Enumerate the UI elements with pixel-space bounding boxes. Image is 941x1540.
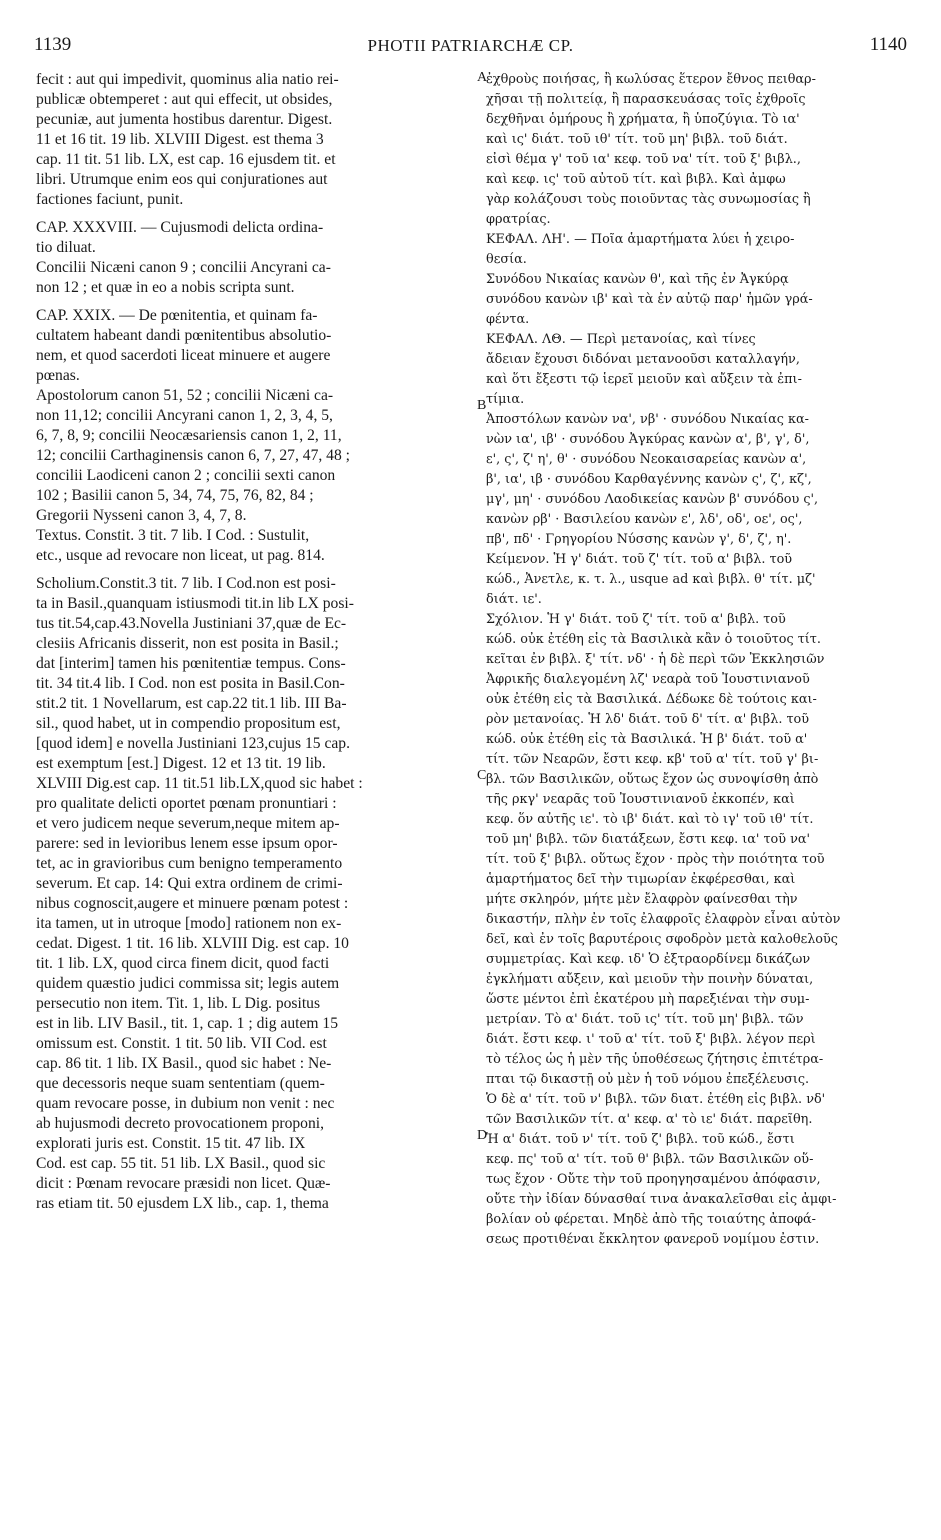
- latin-text-line: libri. Utrumque enim eos qui conjurationes aut: [36, 171, 328, 188]
- latin-text-line: cultatem habeant dandi pœnitentibus absolutio-: [36, 327, 332, 344]
- latin-text-line: [quod idem] e novella Justiniani 123,cujus 15 cap.: [36, 735, 350, 752]
- latin-text-line: severum. Et cap. 14: Qui extra ordinem de crimi-: [36, 875, 343, 892]
- latin-text-line: tit. 34 tit.4 lib. I Cod. non est posita in Basil.Con-: [36, 675, 345, 692]
- greek-text-line: τῆς ρκγ' νεαρᾶς τοῦ Ἰουστινιανοῦ ἐκκοπέν, καὶ: [486, 792, 795, 807]
- greek-text-line: Ἀποστόλων κανὼν να', νβ' · συνόδου Νικαίας κα-: [486, 412, 809, 427]
- latin-text-line: est exemptum [est.] Digest. 12 et 13 tit. 19 lib.: [36, 755, 326, 772]
- greek-text-line: τοῦ μη' βιβλ. τῶν διατάξεων, ἔστι κεφ. ια' τοῦ να': [486, 832, 811, 847]
- greek-text-line: βολίαν οὐ φέρεται. Μηδὲ ἀπὸ τῆς τοιαύτης ἀποφά-: [486, 1212, 816, 1227]
- latin-text-line: publicæ obtemperet : aut qui effecit, ut obsides,: [36, 91, 333, 108]
- latin-text-line: factiones faciunt, punit.: [36, 191, 184, 208]
- latin-text-line: stit.2 tit. 1 Novellarum, est cap.22 tit.1 lib. III Ba-: [36, 695, 347, 712]
- latin-text-line: fecit : aut qui impedivit, quominus alia natio rei-: [36, 71, 339, 88]
- greek-text-line: συνόδου κανὼν ιβ' καὶ τὰ ἐν αὐτῷ παρ' ἡμῶν γρά-: [486, 292, 813, 307]
- greek-text-line: ε', ς', ζ' η', θ' · συνόδου Νεοκαισαρείας κανὼν α',: [486, 452, 807, 467]
- greek-text-line: Σχόλιον. Ἡ γ' διάτ. τοῦ ζ' τίτ. τοῦ α' βιβλ. τοῦ: [486, 612, 786, 627]
- greek-text-line: καὶ ις' διάτ. τοῦ ιθ' τίτ. τοῦ μη' βιβλ. τοῦ διάτ.: [486, 132, 788, 147]
- latin-text-line: tit. 1 lib. LX, quod circa finem dicit, quod facti: [36, 955, 330, 972]
- latin-text-line: CAP. XXXVIII. — Cujusmodi delicta ordina-: [36, 219, 324, 236]
- latin-text-line: tet, ac in gravioribus cum benigno temperamento: [36, 855, 343, 872]
- greek-text-line: κώδ. οὐκ ἐτέθη εἰς τὰ Βασιλικὰ κἂν ὁ τοιοῦτος τίτ.: [486, 632, 821, 647]
- latin-text-line: non 12 ; et quæ in eo a nobis scripta sunt.: [36, 279, 295, 296]
- greek-text-line: Ἡ α' διάτ. τοῦ ν' τίτ. τοῦ ζ' βιβλ. τοῦ κώδ., ἔστι: [486, 1132, 795, 1147]
- latin-text-line: pecuniæ, aut jumenta hostibus darentur. Digest.: [36, 111, 333, 128]
- latin-text-line: que decessoris neque suam sententiam (quem-: [36, 1075, 325, 1092]
- greek-text-line: μγ', μη' · συνόδου Λαοδικείας κανὼν β' συνόδου ς',: [486, 492, 819, 507]
- latin-text-line: Scholium.Constit.3 tit. 7 lib. I Cod.non est posi-: [36, 575, 336, 592]
- latin-text-line: ras etiam tit. 50 ejusdem LX lib., cap. 1, thema: [36, 1195, 329, 1212]
- latin-text-line: XLVIII Dig.est cap. 11 tit.51 lib.LX,quod sic habet :: [36, 775, 363, 792]
- running-title: PHOTII PATRIARCHÆ CP.: [367, 36, 574, 55]
- greek-text-line: τίτ. τῶν Νεαρῶν, ἔστι κεφ. κβ' τοῦ α' τίτ. τοῦ γ' βι-: [486, 752, 819, 767]
- greek-text-line: ΚΕΦΑΛ. ΛΘ. — Περὶ μετανοίας, καὶ τίνες: [486, 332, 756, 347]
- greek-text-line: τως ἔχον · Οὔτε τὴν τοῦ προηγησαμένου ἀπόφασιν,: [486, 1172, 821, 1187]
- greek-text-line: Ἀφρικῆς διαλεγομένη λζ' νεαρὰ τοῦ Ἰουστινιανοῦ: [486, 672, 810, 687]
- greek-text-line: σεως προτιθέναι ἔκκλητον φανεροῦ νομίμου ἐστιν.: [486, 1232, 820, 1247]
- greek-text-line: καὶ κεφ. ις' τοῦ αὐτοῦ τίτ. καὶ βιβλ. Καὶ ἀμφω: [486, 172, 786, 187]
- greek-text-line: ὥστε μέντοι ἐπὶ ἑκατέρου μὴ παρεξιέναι τὴν συμ-: [486, 992, 810, 1007]
- latin-text-line: dicit : Pœnam revocare præsidi non licet. Quæ-: [36, 1175, 331, 1192]
- latin-text-line: cap. 86 tit. 1 lib. IX Basil., quod sic habet : Ne-: [36, 1055, 332, 1072]
- latin-text-line: tus tit.54,cap.43.Novella Justiniani 37,quæ de Ec-: [36, 615, 347, 632]
- greek-text-line: ἄδειαν ἔχουσι διδόναι μετανοοῦσι καταλλαγήν,: [486, 352, 800, 367]
- greek-text-line: πται τῷ δικαστῇ οὐ μὲν ἡ τοῦ νόμου ἐπεξέλευσις.: [486, 1072, 810, 1087]
- greek-text-line: κώδ., Ἀνετλε, κ. τ. λ., usque ad καὶ βιβλ. θ' τίτ. μζ': [486, 572, 816, 587]
- margin-marker-d: D: [477, 1128, 488, 1143]
- latin-text-line: CAP. XXIX. — De pœnitentia, et quinam fa-: [36, 307, 318, 324]
- greek-text-line: τὸ τέλος ὡς ἡ μὲν τῆς ὑποθέσεως ζήτησις ἐπιτέτρα-: [486, 1052, 824, 1067]
- greek-text-line: τίμια.: [486, 392, 525, 407]
- greek-text-line: τίτ. τοῦ ξ' βιβλ. οὕτως ἔχον · πρὸς τὴν ποιότητα τοῦ: [486, 852, 825, 867]
- greek-text-line: δικαστήν, πλὴν ἐν τοῖς ἐλαφροῖς ἐλαφρὸν εἶναι αὐτὸν: [486, 912, 841, 927]
- latin-text-line: ita tamen, ut in utroque [modo] rationem non ex-: [36, 915, 342, 932]
- greek-text-line: φρατρίας.: [486, 212, 551, 227]
- greek-text-line: κεφ. ὅν αὐτῆς ιε'. τὸ ιβ' διάτ. καὶ τὸ ιγ' τοῦ ιθ' τίτ.: [486, 812, 814, 827]
- paragraph-gap: [36, 566, 478, 574]
- latin-text-line: clesiis Africanis disserit, non est posita in Basil.;: [36, 635, 339, 652]
- greek-text-line: μήτε σκληρόν, μήτε μὲν ἔλαφρὸν φαίνεσθαι τὴν: [486, 892, 798, 907]
- latin-text-line: non 11,12; concilii Ancyrani canon 1, 2, 3, 4, 5,: [36, 407, 333, 424]
- latin-text-line: dat [interim] tamen his pœnitentiæ tempus. Cons-: [36, 655, 346, 672]
- greek-text-line: χῆσαι τῇ πολιτείᾳ, ἢ παρασκευάσας τοῖς ἐχθροῖς: [486, 92, 806, 107]
- greek-text-line: ρὸν μετανοίας. Ἡ λδ' διάτ. τοῦ δ' τίτ. α' βιβλ. τοῦ: [486, 712, 810, 727]
- greek-text-line: συμμετρίας. Καὶ κεφ. ιδ' Ὁ ἐξτραορδίνεμ δικάζων: [486, 952, 811, 967]
- latin-text-line: Apostolorum canon 51, 52 ; concilii Nicæni ca-: [36, 387, 334, 404]
- greek-text-line: γὰρ κολάζουσι τοὺς ποιοῦντας τὰς συνωμοσίας ἢ: [486, 192, 811, 207]
- latin-text-line: ta in Basil.,quanquam istiusmodi tit.in lib LX posi-: [36, 595, 354, 612]
- latin-text-line: 102 ; Basilii canon 5, 34, 74, 75, 76, 82, 84 ;: [36, 487, 314, 504]
- greek-text-line: κανὼν ρβ' · Βασιλείου κανὼν ε', λδ', οδ', οε', ος',: [486, 512, 803, 527]
- latin-text-line: parere: sed in levioribus lenem esse ipsum opor-: [36, 835, 338, 852]
- greek-text-line: μετρίαν. Τὸ α' διάτ. τοῦ ις' τίτ. τοῦ μη' βιβλ. τῶν: [486, 1012, 804, 1027]
- greek-text-line: Κείμενον. Ἡ γ' διάτ. τοῦ ζ' τίτ. τοῦ α' βιβλ. τοῦ: [486, 552, 793, 567]
- margin-marker-c: C: [477, 768, 487, 783]
- page-number-left: 1139: [34, 34, 72, 55]
- greek-text-line: Ὁ δὲ α' τίτ. τοῦ ν' βιβλ. τῶν διατ. ἐτέθη εἰς βιβλ. νδ': [486, 1092, 826, 1107]
- greek-text-line: φέντα.: [486, 312, 530, 327]
- latin-text-line: omissum est. Constit. 1 tit. 50 lib. VII Cod. est: [36, 1035, 327, 1052]
- latin-text-line: et vero judicem neque severum,neque mitem ap-: [36, 815, 340, 832]
- latin-text-line: 11 et 16 tit. 19 lib. XLVIII Digest. est thema 3: [36, 131, 324, 148]
- margin-marker-b: B: [477, 398, 487, 413]
- greek-text-line: οὔτε τὴν ἰδίαν δύνασθαί τινα ἀνακαλεῖσθαι εἰς ἀμφι-: [486, 1192, 837, 1207]
- latin-text-line: nibus cognoscit,augere et minuere pœnam potest :: [36, 895, 349, 912]
- greek-text-line: κεφ. πς' τοῦ α' τίτ. τοῦ θ' βιβλ. τῶν Βασιλικῶν οὕ-: [486, 1152, 814, 1167]
- latin-text-line: Concilii Nicæni canon 9 ; concilii Ancyrani ca-: [36, 259, 331, 276]
- greek-text-line: κώδ. οὐκ ἐτέθη εἰς τὰ Βασιλικά. Ἡ β' διάτ. τοῦ α': [486, 732, 808, 747]
- greek-text-line: ΚΕΦΑΛ. ΛΗ'. — Ποῖα ἁμαρτήματα λύει ἡ χειρο-: [486, 232, 795, 247]
- greek-text-line: δεχθῆναι ὁμήρους ἢ χρήματα, ἢ ὑποζύγια. Τὸ ια': [486, 112, 800, 127]
- latin-text-line: 12; concilii Carthaginensis canon 6, 7, 27, 47, 48 ;: [36, 447, 350, 464]
- greek-text-line: νὼν ια', ιβ' · συνόδου Ἀγκύρας κανὼν α', β', γ', δ',: [486, 432, 810, 447]
- latin-text-line: etc., usque ad revocare non liceat, ut pag. 814.: [36, 547, 325, 564]
- greek-text-line: ἐγκλήματι αὔξειν, καὶ μειοῦν τὴν ποινὴν δύναται,: [486, 972, 814, 987]
- greek-text-line: θεσία.: [486, 252, 527, 267]
- greek-text-line: διάτ. ιε'.: [486, 592, 542, 607]
- latin-text-line: Gregorii Nysseni canon 3, 4, 7, 8.: [36, 507, 247, 524]
- greek-column: [486, 70, 922, 1250]
- latin-text-line: quidem quæstio judici commissa sit; legis autem: [36, 975, 340, 992]
- latin-text-line: 6, 7, 8, 9; concilii Neocæsariensis canon 1, 2, 11,: [36, 427, 342, 444]
- paragraph-gap: [36, 210, 478, 218]
- greek-text-line: Συνόδου Νικαίας κανὼν θ', καὶ τῆς ἐν Ἀγκύρᾳ: [486, 272, 789, 287]
- greek-text-line: τῶν Βασιλικῶν τίτ. α' κεφ. α' τὸ ιε' διάτ. παρεῖθη.: [486, 1112, 813, 1127]
- latin-text-line: cap. 11 tit. 51 lib. LX, est cap. 16 ejusdem tit. et: [36, 151, 336, 168]
- latin-text-line: cedat. Digest. 1 tit. 16 lib. XLVIII Dig. est cap. 10: [36, 935, 349, 952]
- page-number-right: 1140: [869, 34, 907, 55]
- latin-text-line: concilii Laodiceni canon 2 ; concilii sexti canon: [36, 467, 336, 484]
- latin-text-line: explorati juris est. Constit. 15 tit. 47 lib. IX: [36, 1135, 306, 1152]
- latin-text-line: nem, et quod sacerdoti liceat minuere et augere: [36, 347, 331, 364]
- margin-marker-a: A: [477, 70, 488, 85]
- greek-text-line: κεῖται ἐν βιβλ. ξ' τίτ. νδ' · ἡ δὲ περὶ τῶν Ἐκκλησιῶν: [486, 652, 825, 667]
- greek-text-line: πβ', πδ' · Γρηγορίου Νύσσης κανὼν γ', δ', ζ', η'.: [486, 532, 792, 547]
- latin-text-line: pro qualitate delicti oportet pœnam pronuntiari :: [36, 795, 337, 812]
- latin-text-line: pœnas.: [36, 367, 80, 384]
- latin-column: [36, 70, 478, 1214]
- paragraph-gap: [36, 298, 478, 306]
- greek-text-line: οὐκ ἐτέθη εἰς τὰ Βασιλικά. Δέδωκε δὲ τούτοις και-: [486, 692, 817, 707]
- greek-text-line: ἁμαρτήματος δεῖ τὴν τιμωρίαν ἐκφέρεσθαι, καὶ: [486, 872, 796, 887]
- latin-text-line: Cod. est cap. 55 tit. 51 lib. LX Basil., quod sic: [36, 1155, 326, 1172]
- greek-text-line: δεῖ, καὶ ἐν τοῖς βαρυτέροις σφοδρὸν μετὰ καλοθελοῦς: [486, 932, 838, 947]
- greek-text-line: β', ια', ιβ · συνόδου Καρθαγέννης κανὼν ς', ζ', κζ',: [486, 472, 812, 487]
- latin-text-line: est in lib. LIV Basil., tit. 1, cap. 1 ; dig autem 15: [36, 1015, 339, 1032]
- latin-text-line: ab hujusmodi decreto provocationem proponi,: [36, 1115, 324, 1132]
- latin-text-line: Textus. Constit. 3 tit. 7 lib. I Cod. : Sustulit,: [36, 527, 310, 544]
- latin-text-line: persecutio non item. Tit. 1, lib. L Dig. positus: [36, 995, 321, 1012]
- greek-text-line: ἐχθροὺς ποιήσας, ἢ κωλύσας ἕτερον ἔθνος πειθαρ-: [486, 72, 816, 87]
- page-header: [34, 34, 907, 62]
- latin-text-line: tio diluat.: [36, 239, 96, 256]
- greek-text-line: βλ. τῶν Βασιλικῶν, οὕτως ἔχον ὡς συνοψίσθη ἀπὸ: [486, 772, 819, 787]
- greek-text-line: διάτ. ἔστι κεφ. ι' τοῦ α' τίτ. τοῦ ξ' βιβλ. λέγον περὶ: [486, 1032, 816, 1047]
- latin-text-line: sil., quod habet, ut in compendio propositum est,: [36, 715, 341, 732]
- greek-text-line: εἰσὶ θέμα γ' τοῦ ια' κεφ. τοῦ να' τίτ. τοῦ ξ' βιβλ.,: [486, 152, 801, 167]
- greek-text-line: καὶ ὅτι ἔξεστι τῷ ἱερεῖ μειοῦν καὶ αὔξειν τὰ ἐπι-: [486, 372, 802, 387]
- latin-text-line: quam revocare posse, in dubium non venit : nec: [36, 1095, 335, 1112]
